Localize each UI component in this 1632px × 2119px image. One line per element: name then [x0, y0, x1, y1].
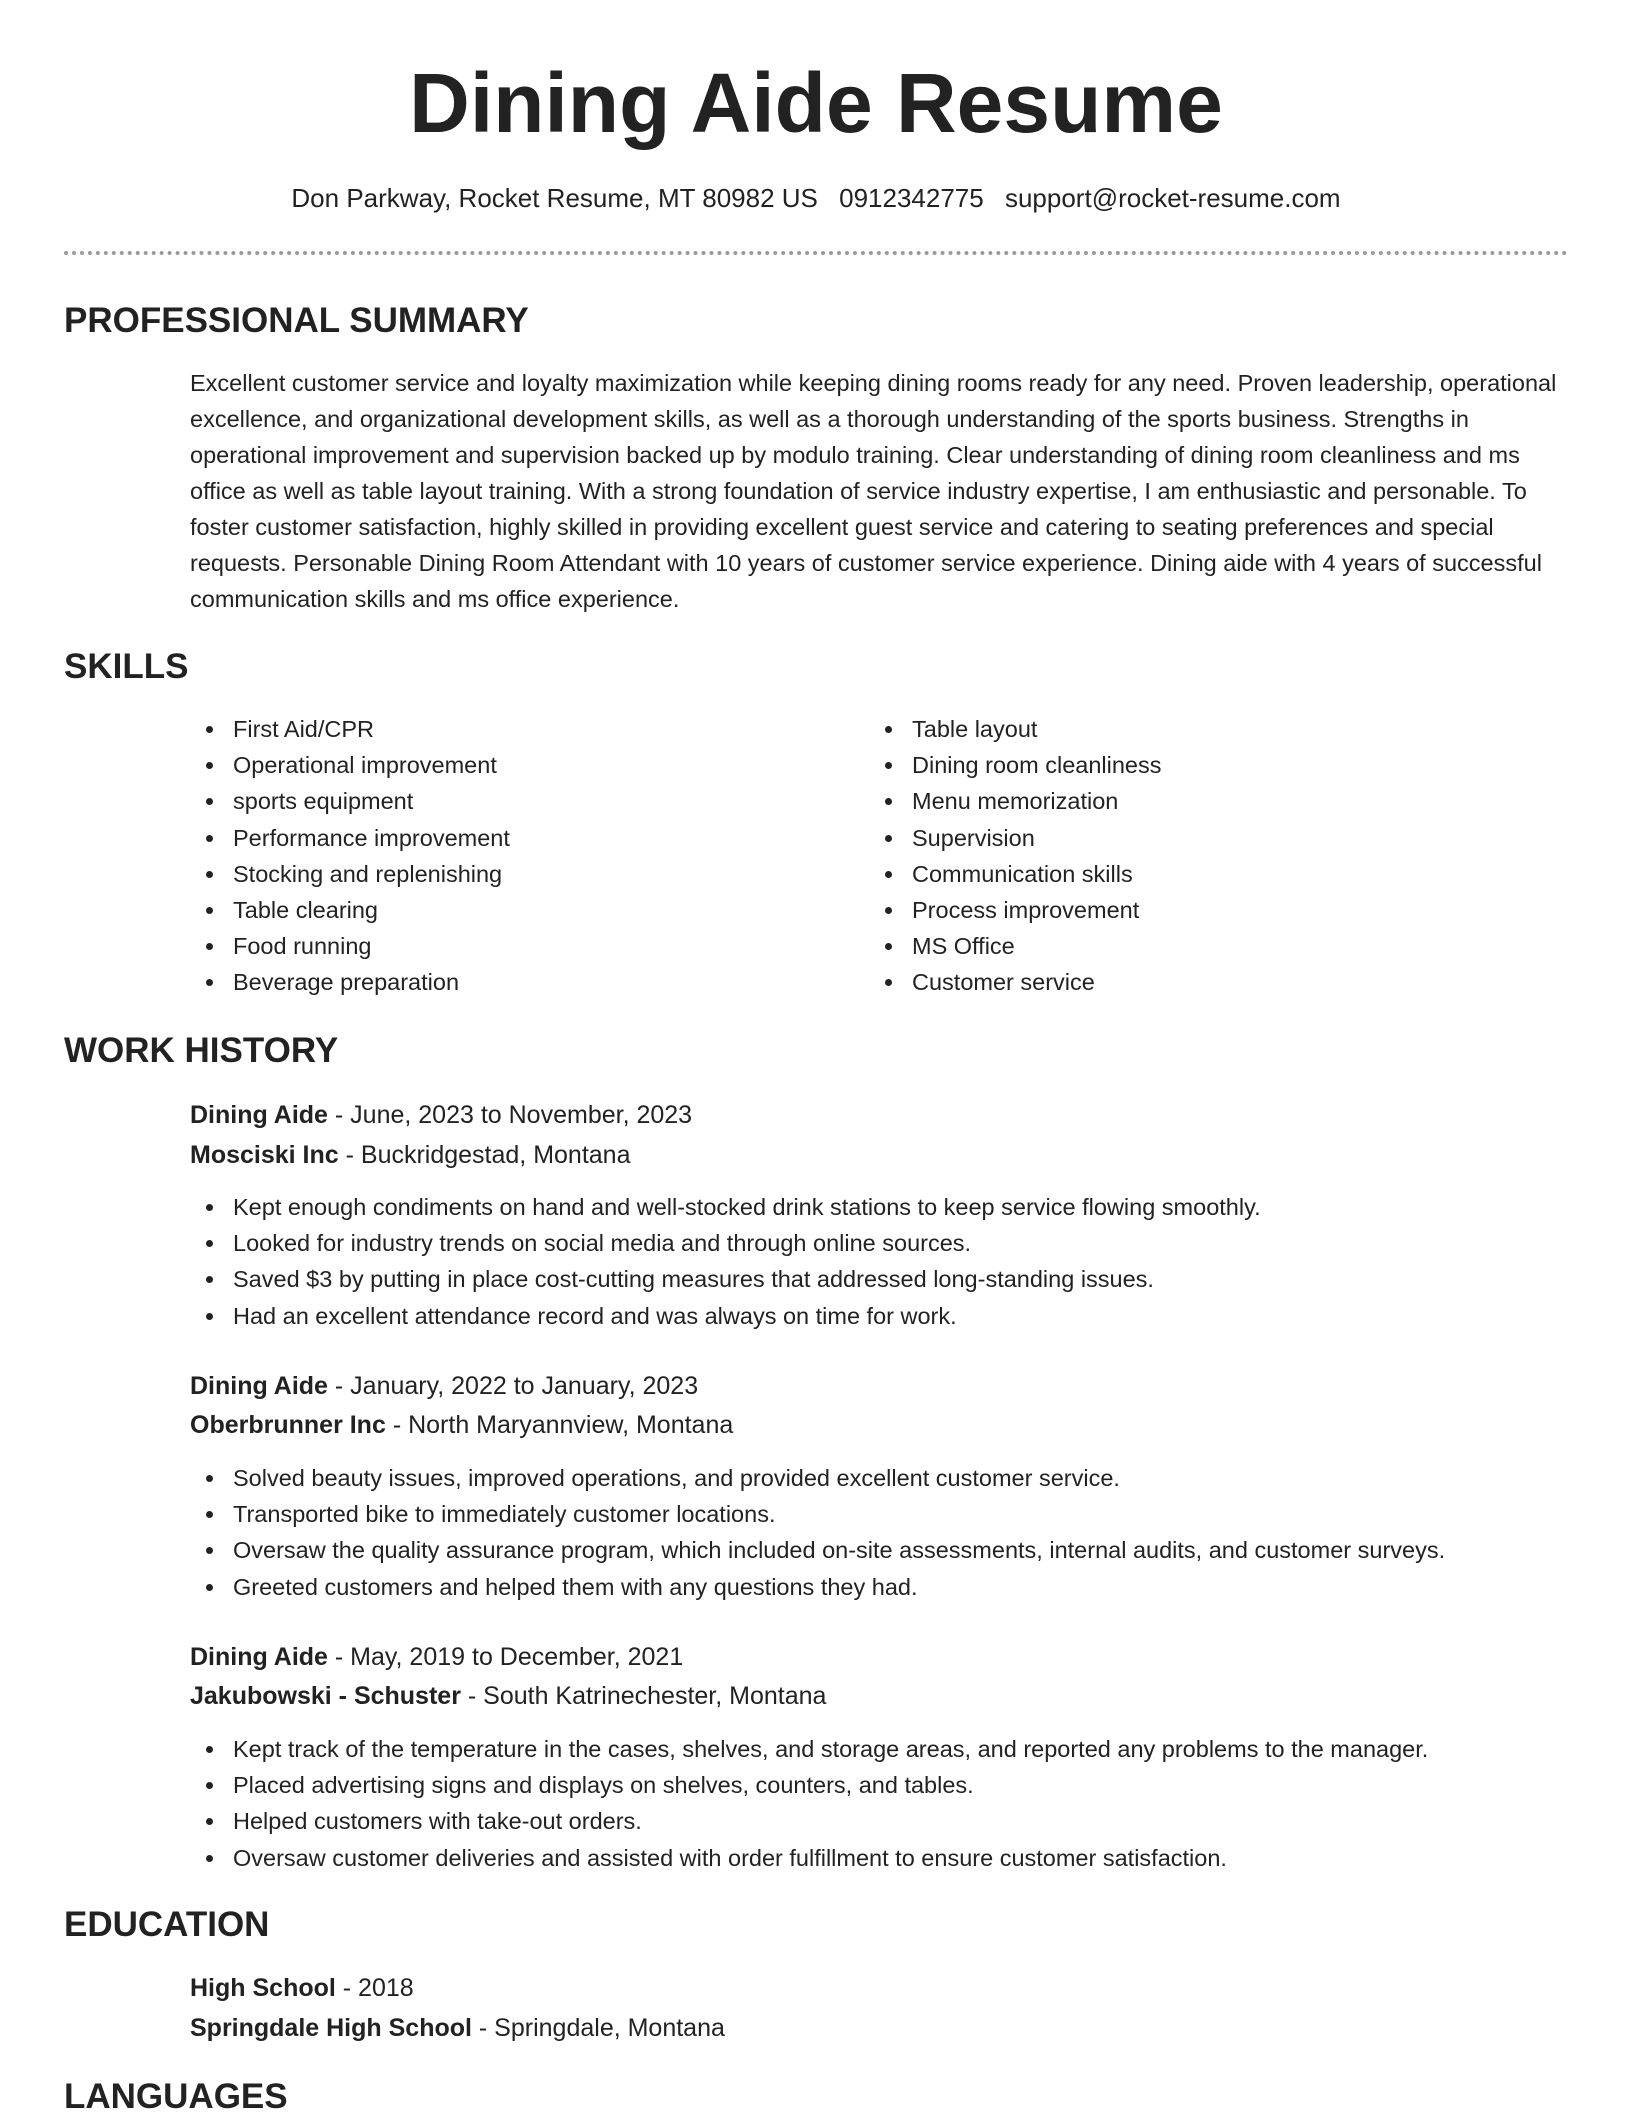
job-bullet: Placed advertising signs and displays on shelves, counters, and tables.: [190, 1767, 1428, 1803]
job-bullet: Solved beauty issues, improved operations, and provided excellent customer service.: [190, 1460, 1445, 1496]
skills-list-left: [190, 711, 510, 1001]
job-dates: - January, 2022 to January, 2023: [327, 1372, 699, 1400]
job-bullet: Helped customers with take-out orders.: [190, 1803, 1428, 1839]
section-title-languages: LANGUAGES: [64, 2077, 288, 2116]
job-company-line: [190, 1676, 826, 1716]
job-bullets: [190, 1189, 1261, 1334]
education-year: - 2018: [335, 1974, 414, 2002]
education-location: - Springdale, Montana: [471, 2014, 725, 2042]
skill-item: sports equipment: [190, 783, 510, 819]
job-location: - South Katrinechester, Montana: [460, 1682, 827, 1710]
contact-email: support@rocket-resume.com: [1004, 183, 1341, 213]
skill-item: Process improvement: [869, 892, 1161, 928]
job-title-line: [190, 1095, 692, 1135]
contact-phone: 0912342775: [839, 183, 984, 213]
job-bullet: Oversaw the quality assurance program, which included on-site assessments, internal audits, and customer surveys.: [190, 1532, 1445, 1568]
contact-line: [0, 178, 1632, 218]
job-bullets: [190, 1731, 1428, 1876]
job-dates: - June, 2023 to November, 2023: [327, 1101, 693, 1129]
job-company-line: [190, 1135, 631, 1175]
skill-item: Customer service: [869, 964, 1161, 1000]
job-company: Jakubowski - Schuster: [190, 1682, 461, 1710]
job-bullet: Saved $3 by putting in place cost-cutting measures that addressed long-standing issues.: [190, 1261, 1261, 1297]
job-company: Oberbrunner Inc: [190, 1411, 386, 1439]
skill-item: Food running: [190, 928, 510, 964]
job-location: - North Maryannview, Montana: [385, 1411, 734, 1439]
job-company-line: [190, 1405, 733, 1445]
section-title-skills: SKILLS: [64, 647, 189, 686]
job-title: Dining Aide: [190, 1101, 328, 1129]
skill-item: Communication skills: [869, 856, 1161, 892]
job-bullet: Kept track of the temperature in the cases, shelves, and storage areas, and reported any problems to the manager.: [190, 1731, 1428, 1767]
education-degree: High School: [190, 1974, 336, 2002]
job-bullet: Oversaw customer deliveries and assisted with order fulfillment to ensure customer satisfaction.: [190, 1840, 1428, 1876]
skill-item: Table clearing: [190, 892, 510, 928]
job-bullet: Transported bike to immediately customer locations.: [190, 1496, 1445, 1532]
job-title: Dining Aide: [190, 1643, 328, 1671]
job-bullet: Greeted customers and helped them with any questions they had.: [190, 1569, 1445, 1605]
section-title-summary: PROFESSIONAL SUMMARY: [64, 301, 529, 340]
summary-text: Excellent customer service and loyalty maximization while keeping dining rooms ready for any need. Proven leadership, operational excellence, and organizational development skills, as well as a thorough understanding of the sports business. Strengths in operational improvement and supervision backed up by modulo training. Clear understanding of dining room cleanliness and ms office as well as table layout training. With a strong foundation of service industry expertise, I am enthusiastic and personable. To foster customer satisfaction, highly skilled in providing excellent guest service and catering to seating preferences and special requests. Personable Dining Room Attendant with 10 years of customer service experience. Dining aide with 4 years of successful communication skills and ms office experience.: [190, 370, 1557, 612]
skill-item: MS Office: [869, 928, 1161, 964]
job-bullet: Kept enough condiments on hand and well-stocked drink stations to keep service flowing smoothly.: [190, 1189, 1261, 1225]
education-degree-line: [190, 1968, 414, 2008]
job-title-line: [190, 1637, 683, 1677]
job-title: Dining Aide: [190, 1372, 328, 1400]
skill-item: Dining room cleanliness: [869, 747, 1161, 783]
skill-item: Performance improvement: [190, 820, 510, 856]
skill-item: Stocking and replenishing: [190, 856, 510, 892]
skill-item: Supervision: [869, 820, 1161, 856]
job-title-line: [190, 1366, 698, 1406]
header-divider: [64, 251, 1568, 255]
skill-item: Beverage preparation: [190, 964, 510, 1000]
skills-list-right: [869, 711, 1161, 1001]
skill-item: First Aid/CPR: [190, 711, 510, 747]
skill-item: Operational improvement: [190, 747, 510, 783]
job-dates: - May, 2019 to December, 2021: [327, 1643, 684, 1671]
job-location: - Buckridgestad, Montana: [338, 1141, 631, 1169]
education-school: Springdale High School: [190, 2014, 472, 2042]
job-bullet: Had an excellent attendance record and was always on time for work.: [190, 1298, 1261, 1334]
section-title-education: EDUCATION: [64, 1905, 270, 1944]
section-title-work-history: WORK HISTORY: [64, 1031, 339, 1070]
resume-title: Dining Aide Resume: [409, 56, 1223, 150]
skill-item: Menu memorization: [869, 783, 1161, 819]
job-bullet: Looked for industry trends on social media and through online sources.: [190, 1225, 1261, 1261]
job-bullets: [190, 1460, 1445, 1605]
skill-item: Table layout: [869, 711, 1161, 747]
job-company: Mosciski Inc: [190, 1141, 339, 1169]
contact-address: Don Parkway, Rocket Resume, MT 80982 US: [291, 183, 818, 213]
education-school-line: [190, 2008, 725, 2048]
